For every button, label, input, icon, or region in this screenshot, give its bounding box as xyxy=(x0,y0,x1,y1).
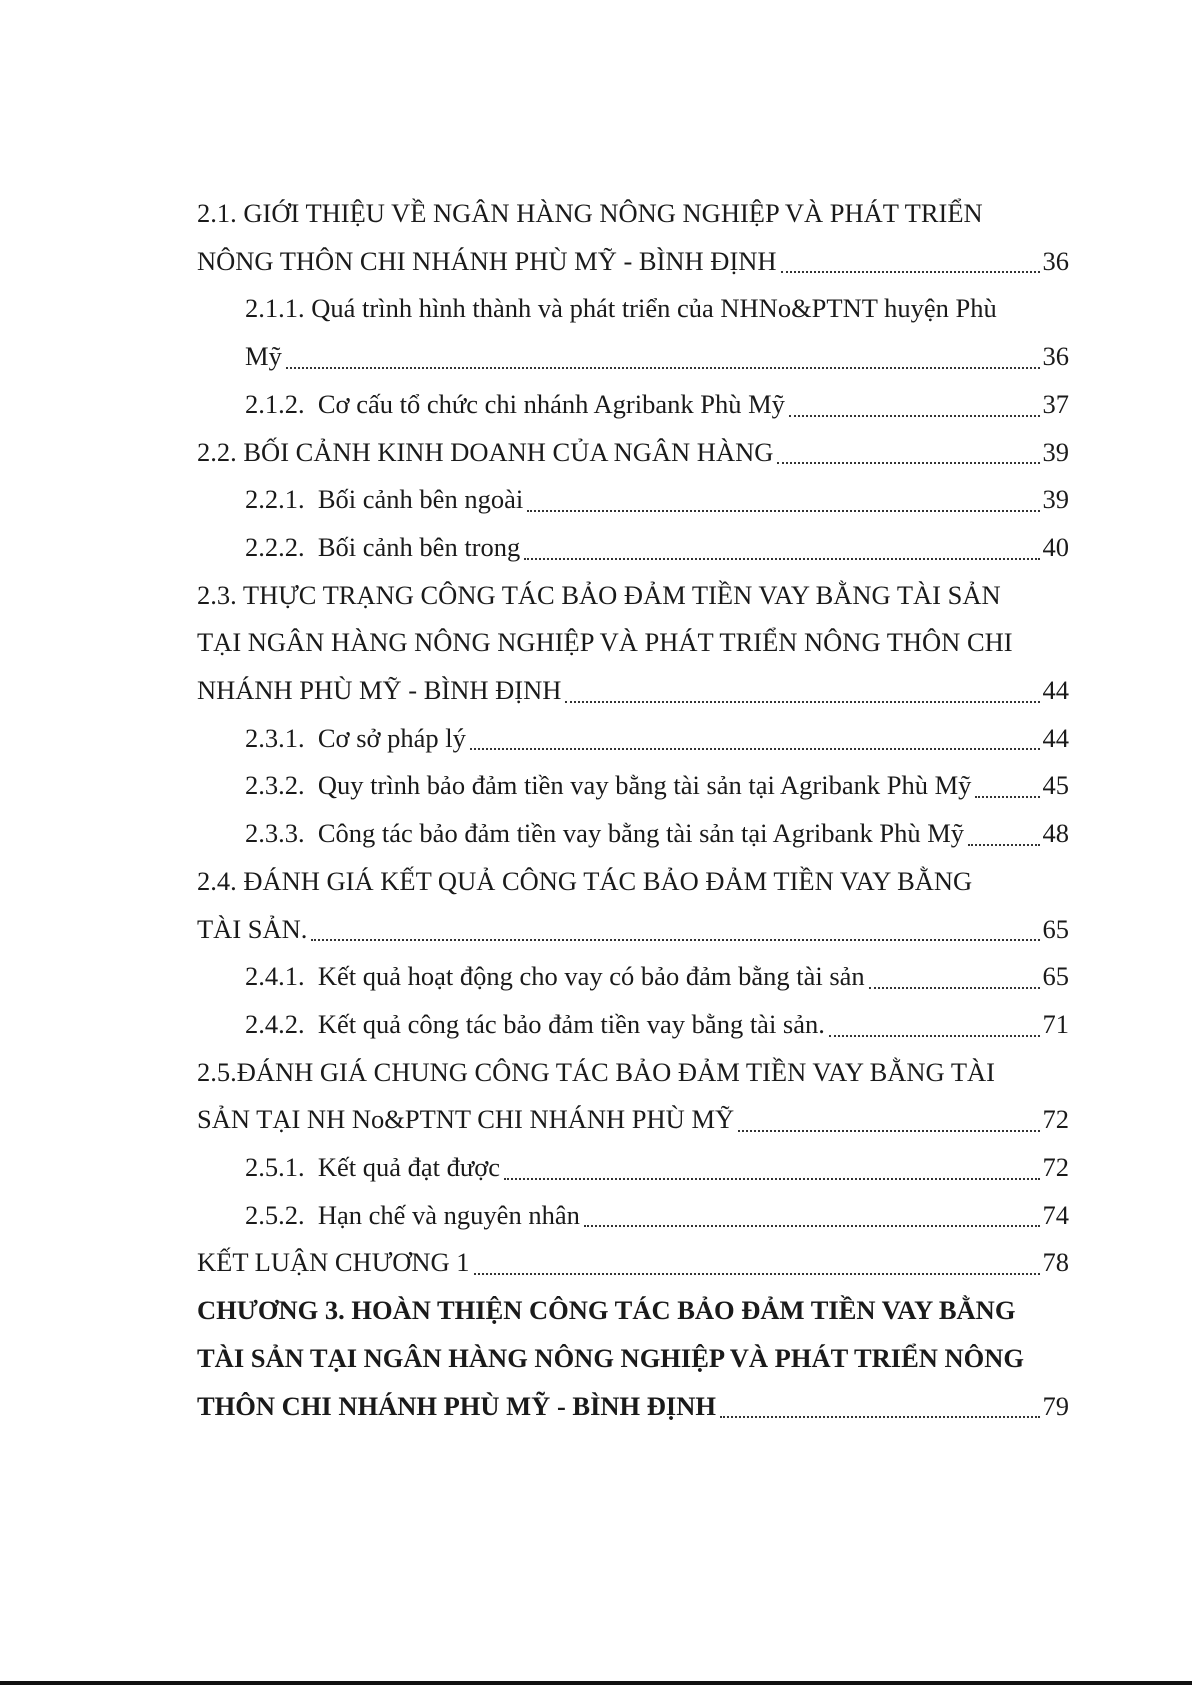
toc-entry-line: 2.3. THỰC TRẠNG CÔNG TÁC BẢO ĐẢM TIỀN VAY BẰNG TÀI SẢN xyxy=(197,579,1001,610)
toc-page-number: 36 xyxy=(1042,245,1069,276)
toc-entry-2-3-1[interactable] xyxy=(197,715,1069,763)
toc-page-number: 74 xyxy=(1042,1199,1069,1230)
dot-leader xyxy=(565,701,1039,703)
toc-entry-2-2-1[interactable] xyxy=(197,476,1069,524)
table-of-contents xyxy=(197,190,1069,1430)
toc-entry-title: Bối cảnh bên ngoài xyxy=(317,484,524,515)
toc-entry-title: 2.2. BỐI CẢNH KINH DOANH CỦA NGÂN HÀNG xyxy=(197,436,774,467)
toc-entry-chuong-3[interactable] xyxy=(197,1287,1069,1430)
toc-entry-line: CHƯƠNG 3. HOÀN THIỆN CÔNG TÁC BẢO ĐẢM TIỀN VAY BẰNG xyxy=(197,1295,1016,1326)
dot-leader xyxy=(789,415,1040,417)
toc-entry-2-4[interactable] xyxy=(197,858,1069,953)
toc-section-number: 2.4.1. xyxy=(245,961,318,992)
dot-leader xyxy=(738,1130,1039,1132)
toc-page-number: 48 xyxy=(1042,818,1069,849)
toc-page-number: 45 xyxy=(1042,770,1069,801)
toc-page-number: 65 xyxy=(1042,961,1069,992)
toc-entry-title: NHÁNH PHÙ MỸ - BÌNH ĐỊNH xyxy=(197,675,562,706)
toc-entry-title: Cơ cấu tổ chức chi nhánh Agribank Phù Mỹ xyxy=(317,388,785,419)
toc-entry-title: Quy trình bảo đảm tiền vay bằng tài sản tại Agribank Phù Mỹ xyxy=(317,770,972,801)
toc-section-number: 2.3.3. xyxy=(245,818,318,849)
toc-entry-title: TÀI SẢN. xyxy=(197,913,308,944)
toc-page-number: 39 xyxy=(1042,436,1069,467)
toc-page-number: 44 xyxy=(1042,675,1069,706)
toc-page-number: 71 xyxy=(1042,1008,1069,1039)
dot-leader xyxy=(584,1225,1040,1227)
toc-entry-title: Bối cảnh bên trong xyxy=(317,531,521,562)
toc-entry-2-2-2[interactable] xyxy=(197,524,1069,572)
toc-entry-2-4-1[interactable] xyxy=(197,953,1069,1001)
dot-leader xyxy=(311,939,1039,941)
toc-entry-title: Kết quả hoạt động cho vay có bảo đảm bằng tài sản xyxy=(317,961,865,992)
toc-section-number: 2.4.2. xyxy=(245,1008,318,1039)
toc-section-number: 2.2.1. xyxy=(245,484,318,515)
dot-leader xyxy=(527,510,1039,512)
toc-entry-2-1-2[interactable] xyxy=(197,381,1069,429)
dot-leader xyxy=(286,367,1040,369)
toc-section-number: 2.5.2. xyxy=(245,1199,318,1230)
toc-entry-line: TẠI NGÂN HÀNG NÔNG NGHIỆP VÀ PHÁT TRIỂN NÔNG THÔN CHI xyxy=(197,627,1013,658)
toc-entry-2-1-1[interactable] xyxy=(197,285,1069,380)
toc-entry-2-5-2[interactable] xyxy=(197,1192,1069,1240)
toc-section-number: 2.3.1. xyxy=(245,722,318,753)
toc-page-number: 78 xyxy=(1042,1247,1069,1278)
toc-entry-line: 2.1. GIỚI THIỆU VỀ NGÂN HÀNG NÔNG NGHIỆP VÀ PHÁT TRIỂN xyxy=(197,198,983,228)
dot-leader xyxy=(829,1035,1040,1037)
toc-entry-line: 2.1.1. Quá trình hình thành và phát triển của NHNo&PTNT huyện Phù xyxy=(245,293,997,324)
dot-leader xyxy=(968,844,1039,846)
toc-page-number: 44 xyxy=(1042,722,1069,753)
toc-entry-2-3[interactable] xyxy=(197,572,1069,715)
toc-section-number: 2.3.2. xyxy=(245,770,318,801)
toc-section-number: 2.1.2. xyxy=(245,388,318,419)
toc-entry-line: 2.4. ĐÁNH GIÁ KẾT QUẢ CÔNG TÁC BẢO ĐẢM TIỀN VAY BẰNG xyxy=(197,865,973,896)
toc-entry-line: TÀI SẢN TẠI NGÂN HÀNG NÔNG NGHIỆP VÀ PHÁT TRIỂN NÔNG xyxy=(197,1342,1025,1373)
toc-entry-title: Hạn chế và nguyên nhân xyxy=(317,1199,580,1230)
toc-page-number: 65 xyxy=(1042,913,1069,944)
toc-entry-2-5[interactable] xyxy=(197,1049,1069,1144)
dot-leader xyxy=(504,1178,1039,1180)
dot-leader xyxy=(720,1416,1040,1418)
toc-entry-title: SẢN TẠI NH No&PTNT CHI NHÁNH PHÙ MỸ xyxy=(197,1104,735,1135)
toc-entry-title: Kết quả công tác bảo đảm tiền vay bằng tài sản. xyxy=(317,1008,825,1039)
toc-entry-ket-luan[interactable] xyxy=(197,1239,1069,1287)
toc-section-number: 2.2.2. xyxy=(245,531,318,562)
toc-entry-title: Công tác bảo đảm tiền vay bằng tài sản tại Agribank Phù Mỹ xyxy=(317,818,965,849)
dot-leader xyxy=(470,748,1040,750)
toc-entry-title: THÔN CHI NHÁNH PHÙ MỸ - BÌNH ĐỊNH xyxy=(197,1390,716,1421)
toc-entry-2-2[interactable] xyxy=(197,429,1069,477)
toc-page-number: 36 xyxy=(1042,341,1069,372)
toc-entry-title: Kết quả đạt được xyxy=(317,1152,501,1183)
dot-leader xyxy=(777,462,1039,464)
toc-entry-2-5-1[interactable] xyxy=(197,1144,1069,1192)
dot-leader xyxy=(869,987,1040,989)
toc-page-number: 40 xyxy=(1042,531,1069,562)
dot-leader xyxy=(524,558,1039,560)
dot-leader xyxy=(781,271,1040,273)
toc-entry-title: Cơ sở pháp lý xyxy=(317,722,466,753)
toc-page-number: 79 xyxy=(1042,1390,1069,1421)
toc-page-number: 72 xyxy=(1042,1104,1069,1135)
toc-entry-2-1[interactable] xyxy=(197,190,1069,285)
toc-entry-2-4-2[interactable] xyxy=(197,1001,1069,1049)
toc-section-number: 2.5.1. xyxy=(245,1152,318,1183)
toc-entry-2-3-3[interactable] xyxy=(197,810,1069,858)
page-bottom-border xyxy=(0,1681,1192,1685)
toc-page-number: 72 xyxy=(1042,1152,1069,1183)
toc-entry-title: NÔNG THÔN CHI NHÁNH PHÙ MỸ - BÌNH ĐỊNH xyxy=(197,245,777,276)
toc-page-number: 37 xyxy=(1042,388,1069,419)
toc-entry-title: KẾT LUẬN CHƯƠNG 1 xyxy=(197,1247,470,1278)
dot-leader xyxy=(975,796,1039,798)
dot-leader xyxy=(474,1273,1040,1275)
toc-entry-line: 2.5.ĐÁNH GIÁ CHUNG CÔNG TÁC BẢO ĐẢM TIỀN VAY BẰNG TÀI xyxy=(197,1056,995,1087)
toc-page-number: 39 xyxy=(1042,484,1069,515)
toc-entry-title: Mỹ xyxy=(245,341,282,372)
toc-entry-2-3-2[interactable] xyxy=(197,762,1069,810)
